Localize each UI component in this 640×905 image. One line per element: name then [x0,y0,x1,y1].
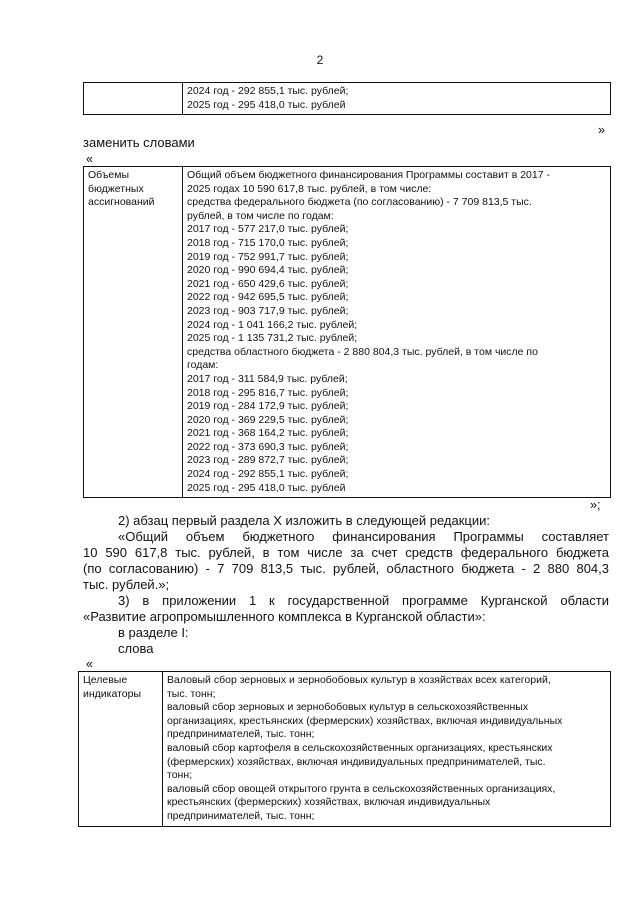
table-label-cell [84,83,183,115]
table-label-cell [84,167,183,498]
words-label: слова [118,641,154,656]
table-content-cell [183,83,611,115]
table-line: 2021 год - 650 429,6 тыс. рублей; [187,277,349,290]
table-line: 2025 год - 295 418,0 тыс. рублей [187,481,346,494]
closing-quote: »; [590,498,601,512]
table-line: тыс. тонн; [167,687,216,700]
table-line: средства областного бюджета - 2 880 804,3 тыс. рублей, в том числе по [187,345,538,358]
table-line: Валовый сбор зерновых и зернобобовых культур в хозяйствах всех категорий, [167,674,551,686]
page-number: 2 [316,53,324,67]
opening-quote: « [86,657,93,671]
quote-line: 10 590 617,8 тыс. рублей, в том числе за счет средств федерального бюджета [83,545,609,560]
table-line: 2021 год - 368 164,2 тыс. рублей; [187,427,349,440]
table-line: рублей, в том числе по годам: [187,209,334,222]
table-line: 2017 год - 311 584,9 тыс. рублей; [187,372,348,385]
table-line: валовый сбор картофеля в сельскохозяйственных организациях, крестьянских [167,741,553,754]
table-line: 2022 год - 373 690,3 тыс. рублей; [187,440,349,453]
section-reference: в разделе I: [118,625,189,640]
table-line: 2019 год - 284 172,9 тыс. рублей; [187,400,349,413]
table-line: 2018 год - 295 816,7 тыс. рублей; [187,386,349,399]
table-line: 2025 годах 10 590 617,8 тыс. рублей, в том числе: [187,182,432,195]
table-line: 2020 год - 369 229,5 тыс. рублей; [187,413,349,426]
table-label-cell [79,672,163,827]
table-line: 2025 год - 1 135 731,2 тыс. рублей; [187,332,358,345]
table-line: 2025 год - 295 418,0 тыс. рублей [187,98,346,111]
table-line: 2019 год - 752 991,7 тыс. рублей; [187,250,349,263]
table-line: годам: [187,359,219,372]
table-line: 2020 год - 990 694,4 тыс. рублей; [187,264,349,277]
paragraph-2-heading: 2) абзац первый раздела X изложить в следующей редакции: [118,513,490,528]
table-line: организациях, крестьянских (фермерских) хозяйствах, включая индивидуальных [167,714,563,727]
table-line: 2023 год - 903 717,9 тыс. рублей; [187,304,349,317]
quote-line: тыс. рублей.»; [83,577,170,592]
table-line: 2024 год - 292 855,1 тыс. рублей; [187,468,349,481]
table-line: Общий объем бюджетного финансирования Программы составит в 2017 - [187,169,550,181]
table-line: тонн; [167,769,193,782]
label-line: бюджетных [88,182,144,195]
table-line: 2017 год - 577 217,0 тыс. рублей; [187,223,349,236]
table-line: 2024 год - 292 855,1 тыс. рублей; [187,85,349,97]
paragraph-3 [83,593,609,657]
table-line: 2022 год - 942 695,5 тыс. рублей; [187,291,349,304]
table-line: (фермерских) хозяйствах, включая индивидуальных предпринимателей, тыс. [167,755,546,768]
label-line: индикаторы [83,687,142,700]
table-line: средства федерального бюджета (по согласованию) - 7 709 813,5 тыс. [187,196,532,209]
budget-table-old-tail [83,82,611,115]
label-line: Целевые [83,674,128,686]
table-line: крестьянских (фермерских) хозяйствах, включая индивидуальных [167,796,491,809]
opening-quote: « [86,152,93,166]
table-line: предпринимателей, тыс. тонн; [167,809,315,822]
table-line: 2018 год - 715 170,0 тыс. рублей; [187,236,349,249]
paragraph-3-line: 3) в приложении 1 к государственной программе Курганской области [118,593,609,608]
budget-allocations-table [83,166,611,498]
label-line: Объемы [88,169,130,181]
closing-quote: » [598,123,605,137]
replace-words-text: заменить словами [83,135,195,150]
table-line: 2023 год - 289 872,7 тыс. рублей; [187,454,349,467]
table-line: валовый сбор овощей открытого грунта в сельскохозяйственных организациях, [167,782,556,795]
quote-line: «Общий объем бюджетного финансирования Программы составляет [118,529,609,544]
table-line: предпринимателей, тыс. тонн; [167,728,315,741]
table-content-cell [163,672,611,827]
table-line: валовый сбор зерновых и зернобобовых культур в сельскохозяйственных [167,701,529,714]
target-indicators-table [78,671,611,827]
table-content-cell [183,167,611,498]
table-line: 2024 год - 1 041 166,2 тыс. рублей; [187,318,358,331]
label-line: ассигнований [88,196,155,209]
paragraph-3-line: «Развитие агропромышленного комплекса в Курганской области»: [83,609,486,624]
quote-line: (по согласованию) - 7 709 813,5 тыс. рублей, областного бюджета - 2 880 804,3 [83,561,609,576]
paragraph-2-quote [83,529,609,593]
